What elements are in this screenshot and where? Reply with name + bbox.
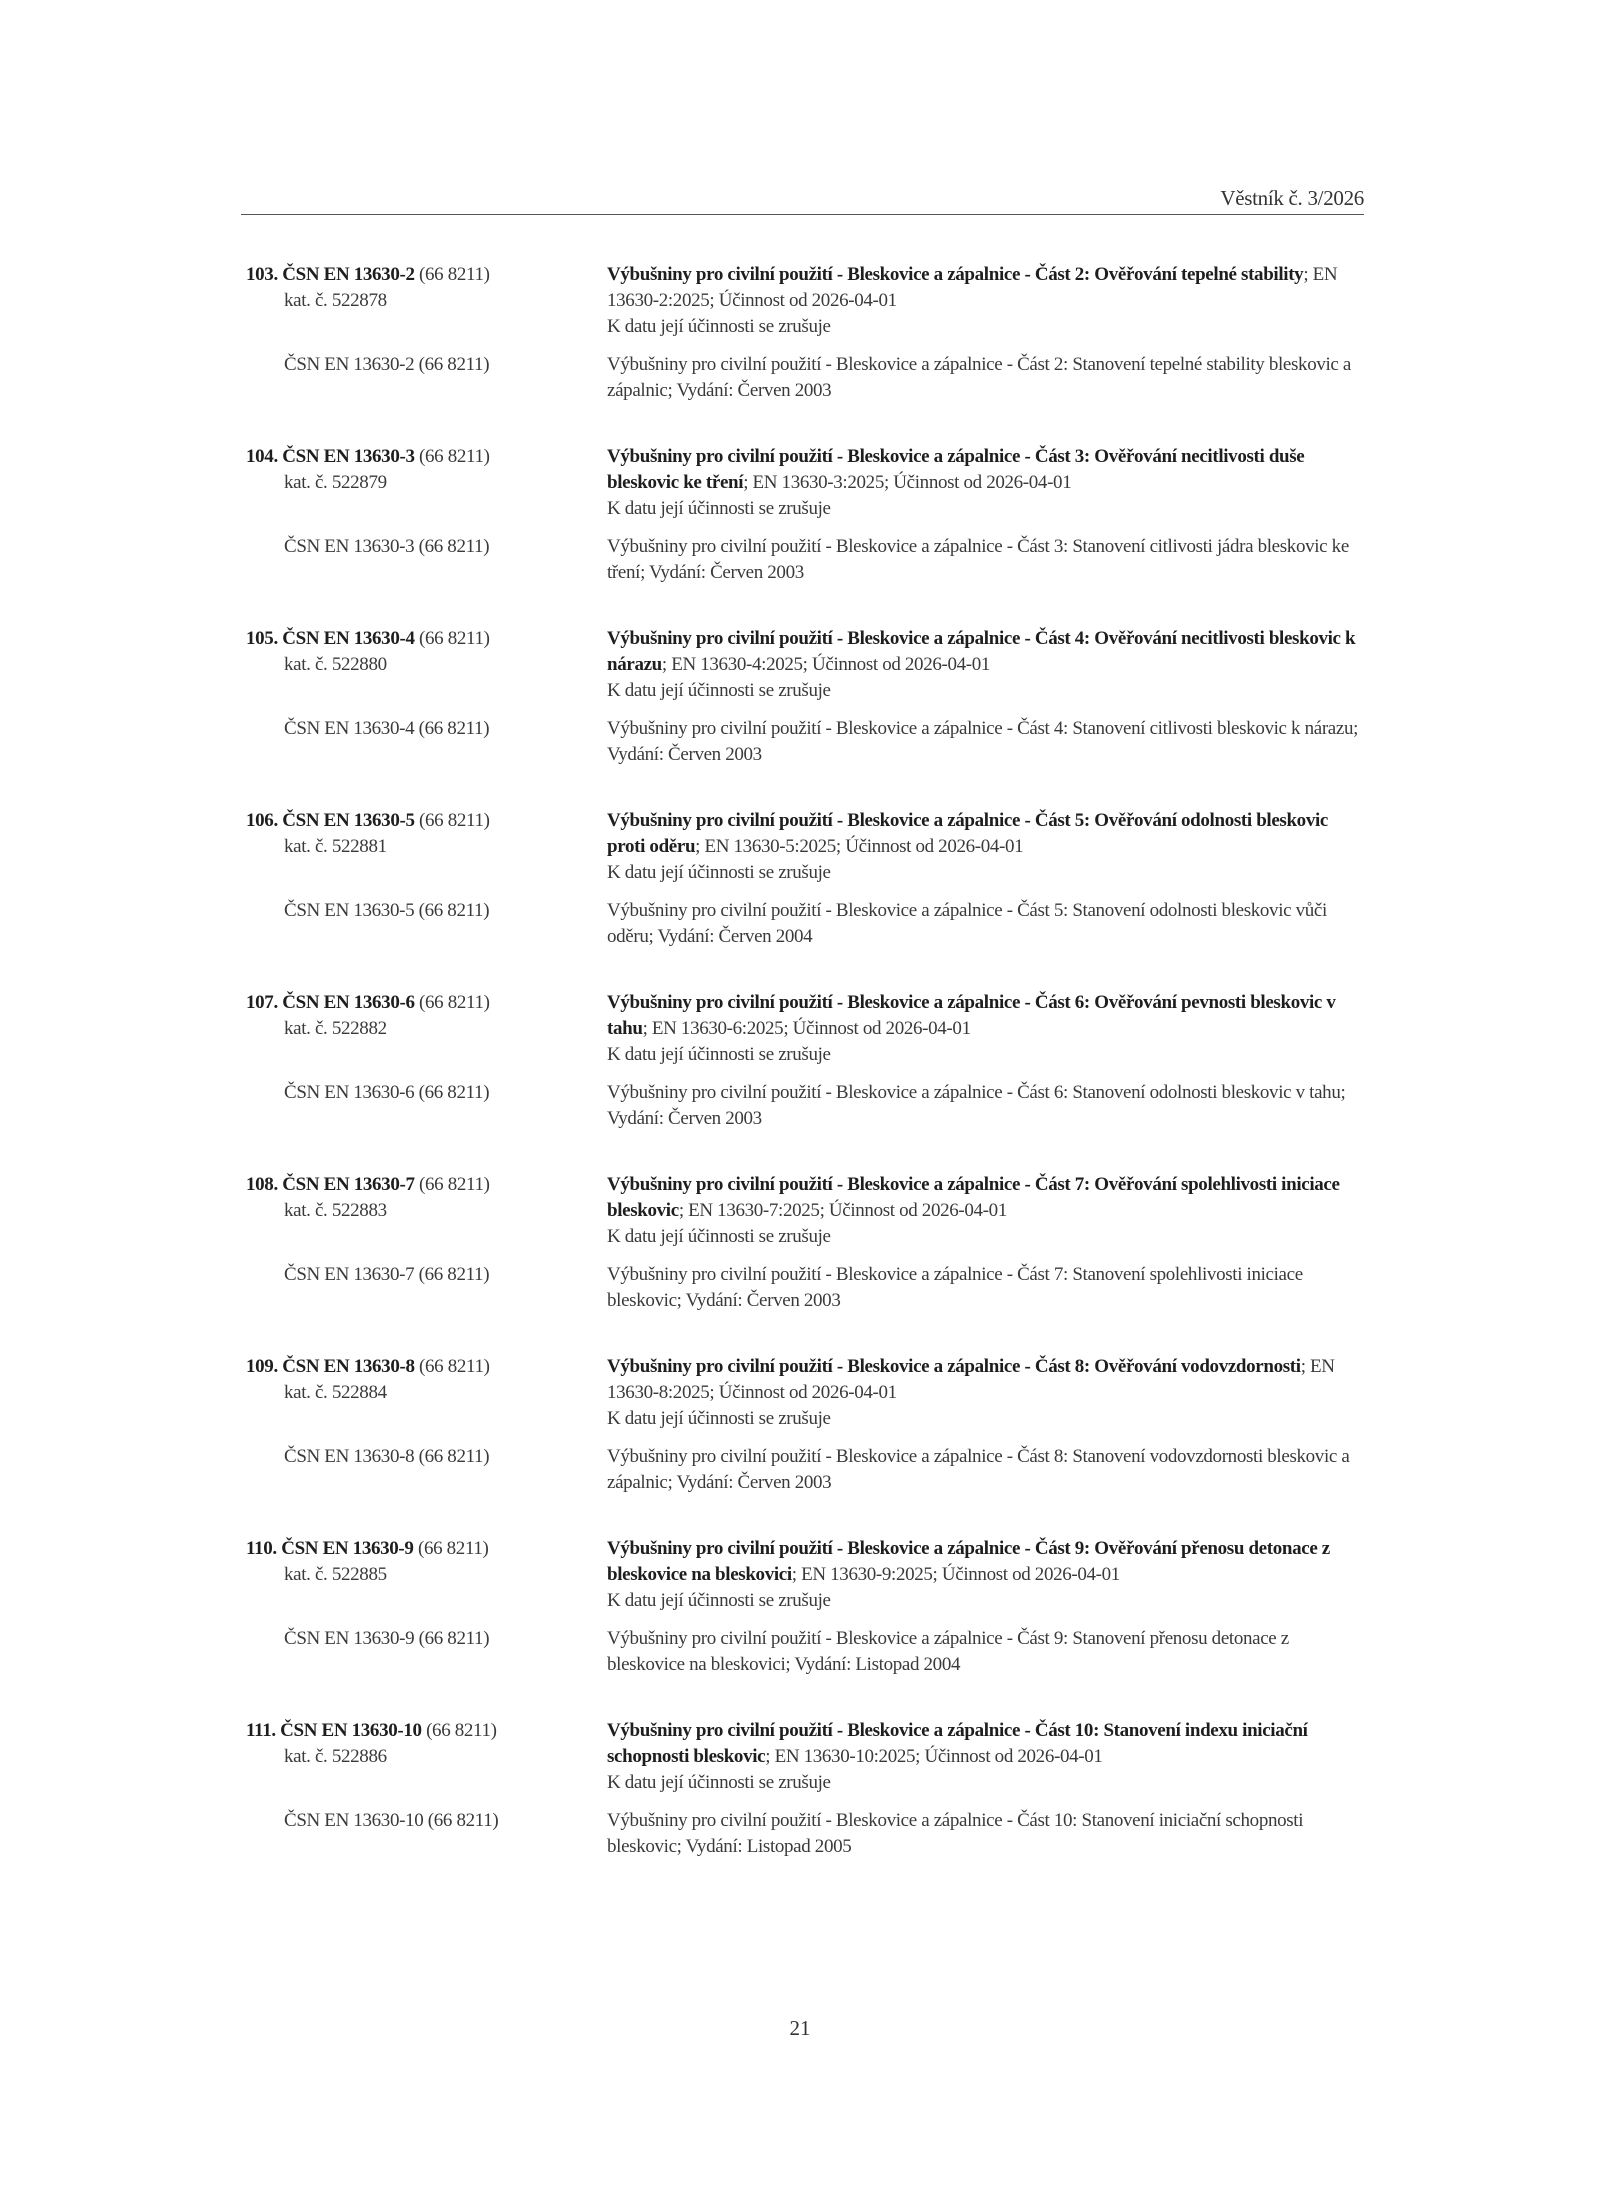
standard-details: ; EN 13630-8:2025; Účinnost od 2026-04-01: [607, 1356, 1335, 1403]
catalog-number: kat. č. 522883: [284, 1200, 387, 1221]
replaced-standard-code: ČSN EN 13630-10 (66 8211): [284, 1810, 499, 1831]
standards-list: [246, 262, 1366, 1900]
replaced-standard-code: ČSN EN 13630-3 (66 8211): [284, 536, 490, 557]
replaced-standard-row: [246, 1080, 1366, 1132]
replaced-standard-title: Výbušniny pro civilní použití - Bleskovice a zápalnice - Část 4: Stanovení citlivosti bleskovic k nárazu; Vydání: Červen 2003: [607, 718, 1359, 765]
standard-class: (66 8211): [419, 1356, 490, 1377]
replaced-standard-row: [246, 1444, 1366, 1496]
replaced-standard-row: [246, 352, 1366, 404]
replaced-standard-row: [246, 1262, 1366, 1314]
catalog-number: kat. č. 522880: [284, 654, 387, 675]
replaced-standard-title: Výbušniny pro civilní použití - Bleskovice a zápalnice - Část 9: Stanovení přenosu detonace z bleskovice na bleskovici; Vydání: Listopad 2004: [607, 1628, 1289, 1675]
replaced-standard-code: ČSN EN 13630-9 (66 8211): [284, 1628, 490, 1649]
repeal-note: K datu její účinnosti se zrušuje: [607, 1226, 831, 1247]
replaced-standard-title: Výbušniny pro civilní použití - Bleskovice a zápalnice - Část 6: Stanovení odolnosti bleskovic v tahu; Vydání: Červen 2003: [607, 1082, 1346, 1129]
entry-number: 108.: [246, 1174, 278, 1195]
replaced-standard-title: Výbušniny pro civilní použití - Bleskovice a zápalnice - Část 8: Stanovení vodovzdornosti bleskovic a zápalnic; Vydání: Červen 2003: [607, 1446, 1350, 1493]
repeal-note: K datu její účinnosti se zrušuje: [607, 862, 831, 883]
repeal-note: K datu její účinnosti se zrušuje: [607, 498, 831, 519]
standard-title: Výbušniny pro civilní použití - Bleskovice a zápalnice - Část 8: Ověřování vodovzdornosti: [607, 1356, 1301, 1377]
standard-class: (66 8211): [419, 628, 490, 649]
replaced-standard-code: ČSN EN 13630-2 (66 8211): [284, 354, 490, 375]
replaced-standard-row: [246, 534, 1366, 586]
entry-number: 106.: [246, 810, 278, 831]
entry-number: 109.: [246, 1356, 278, 1377]
entry-number: 105.: [246, 628, 278, 649]
standard-class: (66 8211): [417, 1538, 489, 1559]
entry-number: 104.: [246, 446, 278, 467]
header-rule: [241, 214, 1364, 215]
standard-entry: [246, 1354, 1366, 1496]
new-standard-row: [246, 1718, 1366, 1796]
new-standard-row: [246, 990, 1366, 1068]
standard-class: (66 8211): [419, 1174, 490, 1195]
catalog-number: kat. č. 522879: [284, 472, 387, 493]
standard-details: ; EN 13630-9:2025; Účinnost od 2026-04-01: [791, 1564, 1120, 1585]
standard-title: Výbušniny pro civilní použití - Bleskovice a zápalnice - Část 7: Ověřování spolehlivosti iniciace bleskovic: [607, 1174, 1340, 1221]
new-standard-row: [246, 1354, 1366, 1432]
new-standard-row: [246, 262, 1366, 340]
standard-details: ; EN 13630-10:2025; Účinnost od 2026-04-01: [765, 1746, 1103, 1767]
replaced-standard-row: [246, 898, 1366, 950]
standard-entry: [246, 1718, 1366, 1860]
standard-entry: [246, 808, 1366, 950]
replaced-standard-title: Výbušniny pro civilní použití - Bleskovice a zápalnice - Část 2: Stanovení tepelné stability bleskovic a zápalnic; Vydání: Červen 2003: [607, 354, 1352, 401]
standard-details: ; EN 13630-6:2025; Účinnost od 2026-04-01: [642, 1018, 971, 1039]
catalog-number: kat. č. 522882: [284, 1018, 387, 1039]
page-number: 21: [789, 2016, 811, 2040]
standard-code: ČSN EN 13630-5: [282, 810, 415, 831]
standard-title: Výbušniny pro civilní použití - Bleskovice a zápalnice - Část 10: Stanovení indexu iniciační schopnosti bleskovic: [607, 1720, 1308, 1767]
repeal-note: K datu její účinnosti se zrušuje: [607, 1408, 831, 1429]
entry-number: 111.: [246, 1720, 276, 1741]
standard-class: (66 8211): [419, 810, 490, 831]
replaced-standard-row: [246, 1808, 1366, 1860]
standard-entry: [246, 1172, 1366, 1314]
standard-details: ; EN 13630-5:2025; Účinnost od 2026-04-01: [695, 836, 1024, 857]
standard-details: ; EN 13630-7:2025; Účinnost od 2026-04-01: [678, 1200, 1007, 1221]
catalog-number: kat. č. 522878: [284, 290, 387, 311]
standard-title: Výbušniny pro civilní použití - Bleskovice a zápalnice - Část 3: Ověřování necitlivosti duše bleskovic ke tření: [607, 446, 1305, 493]
standard-title: Výbušniny pro civilní použití - Bleskovice a zápalnice - Část 9: Ověřování přenosu detonace z bleskovice na bleskovici: [607, 1538, 1330, 1585]
standard-details: ; EN 13630-4:2025; Účinnost od 2026-04-01: [661, 654, 991, 675]
standard-code: ČSN EN 13630-7: [282, 1174, 415, 1195]
replaced-standard-code: ČSN EN 13630-7 (66 8211): [284, 1264, 490, 1285]
repeal-note: K datu její účinnosti se zrušuje: [607, 1772, 831, 1793]
repeal-note: K datu její účinnosti se zrušuje: [607, 1044, 831, 1065]
new-standard-row: [246, 1172, 1366, 1250]
new-standard-row: [246, 444, 1366, 522]
standard-class: (66 8211): [419, 264, 490, 285]
journal-header: Věstník č. 3/2026: [1220, 186, 1364, 210]
replaced-standard-code: ČSN EN 13630-8 (66 8211): [284, 1446, 490, 1467]
standard-code: ČSN EN 13630-4: [282, 628, 415, 649]
replaced-standard-title: Výbušniny pro civilní použití - Bleskovice a zápalnice - Část 10: Stanovení iniciační schopnosti bleskovic; Vydání: Listopad 2005: [607, 1810, 1304, 1857]
standard-details: ; EN 13630-2:2025; Účinnost od 2026-04-01: [607, 264, 1338, 311]
entry-number: 103.: [246, 264, 278, 285]
standard-title: Výbušniny pro civilní použití - Bleskovice a zápalnice - Část 5: Ověřování odolnosti bleskovic proti oděru: [607, 810, 1328, 857]
replaced-standard-title: Výbušniny pro civilní použití - Bleskovice a zápalnice - Část 5: Stanovení odolnosti bleskovic vůči oděru; Vydání: Červen 2004: [607, 900, 1327, 947]
replaced-standard-row: [246, 716, 1366, 768]
new-standard-row: [246, 1536, 1366, 1614]
replaced-standard-code: ČSN EN 13630-4 (66 8211): [284, 718, 490, 739]
entry-number: 107.: [246, 992, 278, 1013]
standard-title: Výbušniny pro civilní použití - Bleskovice a zápalnice - Část 6: Ověřování pevnosti bleskovic v tahu: [607, 992, 1336, 1039]
replaced-standard-code: ČSN EN 13630-5 (66 8211): [284, 900, 490, 921]
standard-code: ČSN EN 13630-3: [282, 446, 415, 467]
standard-entry: [246, 444, 1366, 586]
standard-class: (66 8211): [419, 992, 490, 1013]
replaced-standard-title: Výbušniny pro civilní použití - Bleskovice a zápalnice - Část 7: Stanovení spolehlivosti iniciace bleskovic; Vydání: Červen 2003: [607, 1264, 1303, 1311]
replaced-standard-row: [246, 1626, 1366, 1678]
entry-number: 110.: [246, 1538, 277, 1559]
catalog-number: kat. č. 522881: [284, 836, 387, 857]
standard-code: ČSN EN 13630-2: [282, 264, 415, 285]
catalog-number: kat. č. 522885: [284, 1564, 387, 1585]
repeal-note: K datu její účinnosti se zrušuje: [607, 316, 831, 337]
new-standard-row: [246, 626, 1366, 704]
standard-entry: [246, 626, 1366, 768]
standard-class: (66 8211): [419, 446, 490, 467]
catalog-number: kat. č. 522884: [284, 1382, 387, 1403]
replaced-standard-code: ČSN EN 13630-6 (66 8211): [284, 1082, 490, 1103]
catalog-number: kat. č. 522886: [284, 1746, 387, 1767]
standard-code: ČSN EN 13630-9: [281, 1538, 414, 1559]
standard-entry: [246, 1536, 1366, 1678]
repeal-note: K datu její účinnosti se zrušuje: [607, 1590, 831, 1611]
standard-class: (66 8211): [426, 1720, 497, 1741]
replaced-standard-title: Výbušniny pro civilní použití - Bleskovice a zápalnice - Část 3: Stanovení citlivosti jádra bleskovic ke tření; Vydání: Červen 2003: [607, 536, 1349, 583]
standard-code: ČSN EN 13630-10: [280, 1720, 422, 1741]
standard-entry: [246, 262, 1366, 404]
standard-code: ČSN EN 13630-8: [282, 1356, 415, 1377]
standard-entry: [246, 990, 1366, 1132]
new-standard-row: [246, 808, 1366, 886]
standard-title: Výbušniny pro civilní použití - Bleskovice a zápalnice - Část 4: Ověřování necitlivosti bleskovic k nárazu: [607, 628, 1356, 675]
repeal-note: K datu její účinnosti se zrušuje: [607, 680, 831, 701]
standard-details: ; EN 13630-3:2025; Účinnost od 2026-04-01: [743, 472, 1072, 493]
standard-code: ČSN EN 13630-6: [282, 992, 415, 1013]
standard-title: Výbušniny pro civilní použití - Bleskovice a zápalnice - Část 2: Ověřování tepelné stability: [607, 264, 1304, 285]
